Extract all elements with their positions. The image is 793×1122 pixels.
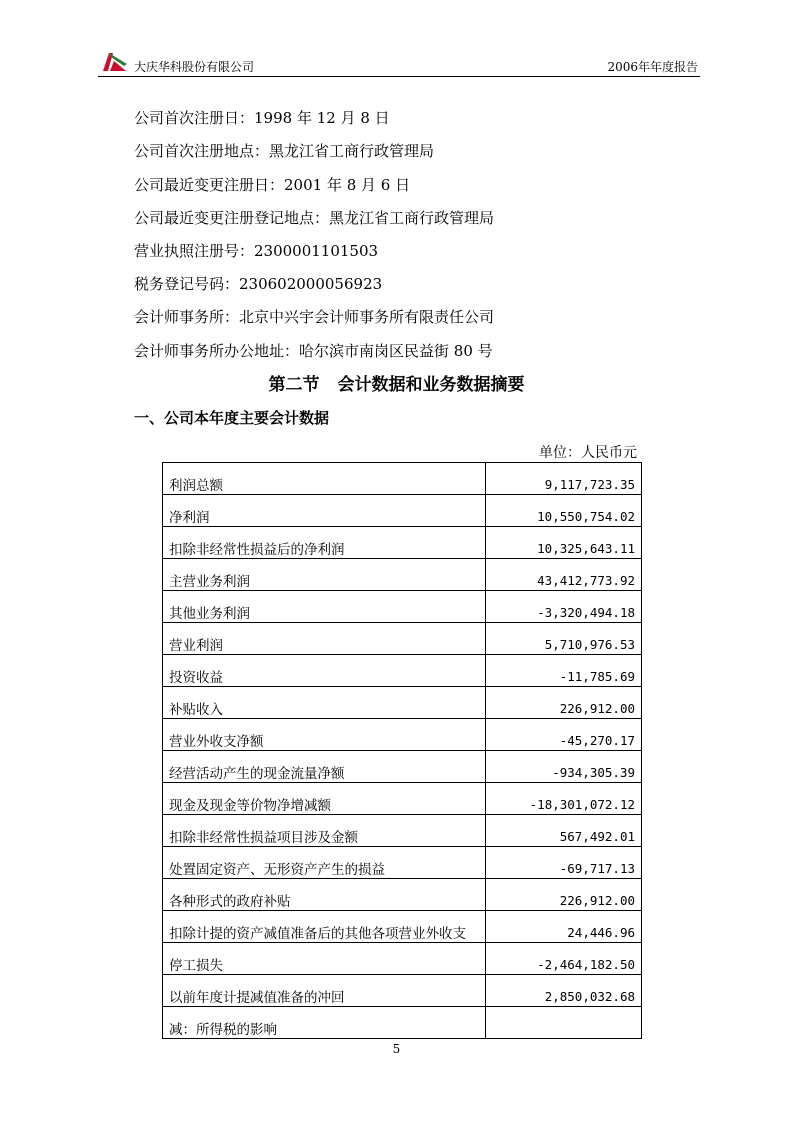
info-line: 公司最近变更注册登记地点：黑龙江省工商行政管理局 xyxy=(134,209,495,227)
row-label: 补贴收入 xyxy=(163,687,486,719)
row-label: 各种形式的政府补贴 xyxy=(163,879,486,911)
row-value: -69,717.13 xyxy=(486,847,642,879)
row-value: 10,550,754.02 xyxy=(486,495,642,527)
info-line: 公司首次注册日：1998 年 12 月 8 日 xyxy=(134,109,390,127)
table-row xyxy=(163,751,642,783)
page-number: 5 xyxy=(392,1042,401,1056)
page-header xyxy=(98,46,700,77)
row-value: -45,270.17 xyxy=(486,719,642,751)
row-label: 扣除非经常性损益后的净利润 xyxy=(163,527,486,559)
row-label: 停工损失 xyxy=(163,943,486,975)
row-value: 5,710,976.53 xyxy=(486,623,642,655)
row-label: 扣除计提的资产减值准备后的其他各项营业外收支 xyxy=(163,911,486,943)
table-row xyxy=(163,591,642,623)
table-row xyxy=(163,815,642,847)
table-row xyxy=(163,463,642,495)
currency-unit: 单位：人民币元 xyxy=(539,445,637,461)
table-row xyxy=(163,911,642,943)
row-value: 2,850,032.68 xyxy=(486,975,642,1007)
table-row xyxy=(163,1007,642,1039)
accounting-data-table xyxy=(162,462,642,1039)
info-line: 会计师事务所：北京中兴宇会计师事务所有限责任公司 xyxy=(134,308,495,326)
row-value: -2,464,182.50 xyxy=(486,943,642,975)
row-value xyxy=(486,1007,642,1039)
row-value: 567,492.01 xyxy=(486,815,642,847)
row-value: 24,446.96 xyxy=(486,911,642,943)
row-value: 10,325,643.11 xyxy=(486,527,642,559)
row-label: 经营活动产生的现金流量净额 xyxy=(163,751,486,783)
row-label: 扣除非经常性损益项目涉及金额 xyxy=(163,815,486,847)
row-value: -18,301,072.12 xyxy=(486,783,642,815)
section-heading xyxy=(0,370,793,395)
table-row xyxy=(163,655,642,687)
row-label: 其他业务利润 xyxy=(163,591,486,623)
table-row xyxy=(163,783,642,815)
row-value: 9,117,723.35 xyxy=(486,463,642,495)
info-line: 会计师事务所办公地址：哈尔滨市南岗区民益街 80 号 xyxy=(134,342,493,360)
subsection-heading: 一、公司本年度主要会计数据 xyxy=(134,409,330,427)
section-title: 会计数据和业务数据摘要 xyxy=(337,375,525,395)
table-row xyxy=(163,847,642,879)
row-label: 主营业务利润 xyxy=(163,559,486,591)
row-value: 43,412,773.92 xyxy=(486,559,642,591)
row-label: 利润总额 xyxy=(163,463,486,495)
row-label: 营业利润 xyxy=(163,623,486,655)
table-row xyxy=(163,687,642,719)
row-label: 净利润 xyxy=(163,495,486,527)
table-row xyxy=(163,975,642,1007)
company-logo-icon xyxy=(102,50,128,72)
row-label: 营业外收支净额 xyxy=(163,719,486,751)
row-label: 减：所得税的影响 xyxy=(163,1007,486,1039)
info-line: 公司最近变更注册日：2001 年 8 月 6 日 xyxy=(134,176,411,194)
table-row xyxy=(163,527,642,559)
table-row xyxy=(163,495,642,527)
table-row xyxy=(163,559,642,591)
row-value: 226,912.00 xyxy=(486,687,642,719)
table-row xyxy=(163,623,642,655)
table-row xyxy=(163,943,642,975)
row-value: -934,305.39 xyxy=(486,751,642,783)
table-row xyxy=(163,719,642,751)
row-value: 226,912.00 xyxy=(486,879,642,911)
row-value: -3,320,494.18 xyxy=(486,591,642,623)
info-line: 税务登记号码：230602000056923 xyxy=(134,275,383,293)
table-row xyxy=(163,879,642,911)
row-value: -11,785.69 xyxy=(486,655,642,687)
section-number: 第二节 xyxy=(268,375,320,395)
info-line: 公司首次注册地点：黑龙江省工商行政管理局 xyxy=(134,142,435,160)
row-label: 以前年度计提减值准备的冲回 xyxy=(163,975,486,1007)
row-label: 现金及现金等价物净增减额 xyxy=(163,783,486,815)
info-line: 营业执照注册号：2300001101503 xyxy=(134,242,379,260)
company-name: 大庆华科股份有限公司 xyxy=(134,60,255,74)
report-title: 2006年年度报告 xyxy=(607,60,698,74)
row-label: 投资收益 xyxy=(163,655,486,687)
row-label: 处置固定资产、无形资产产生的损益 xyxy=(163,847,486,879)
